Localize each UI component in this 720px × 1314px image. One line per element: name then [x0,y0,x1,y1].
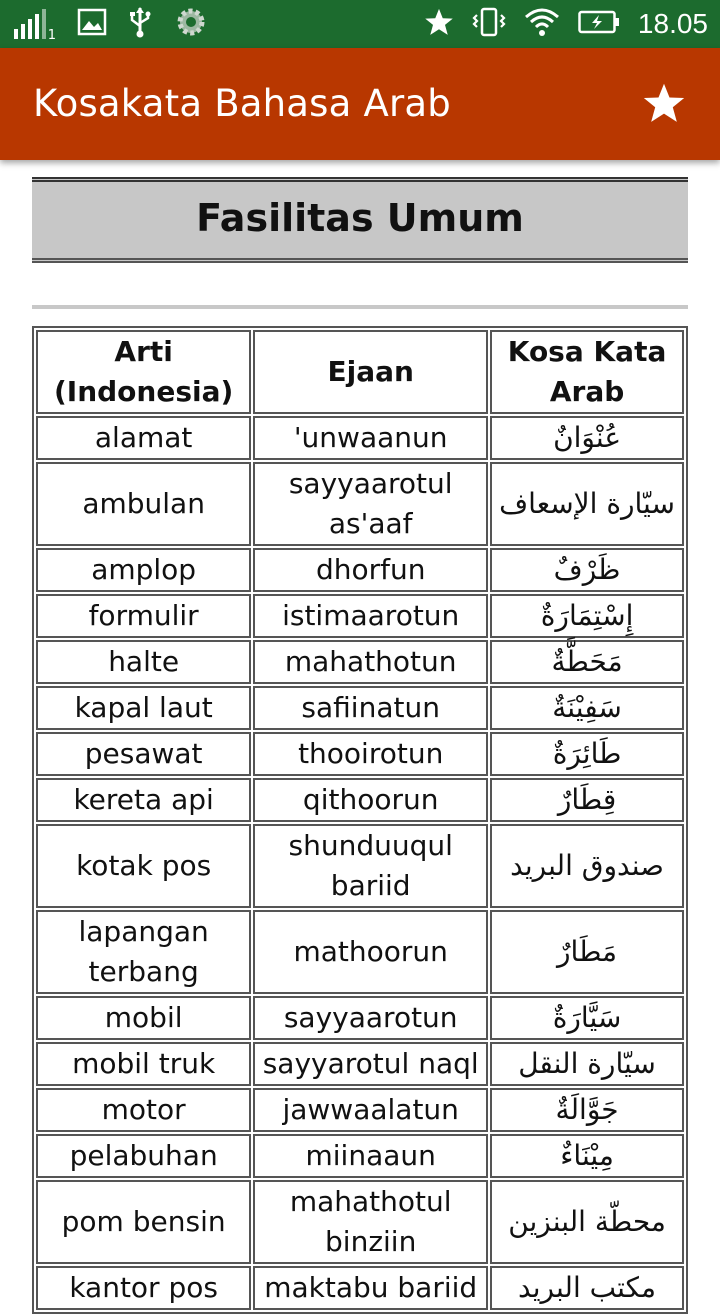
cell-arab [490,640,684,684]
cell-arab [490,1180,684,1264]
cell-ejaan [253,1134,488,1178]
header-kosa-kata-line: Arab [549,375,625,408]
cell-ejaan [253,1180,488,1264]
cell-ejaan [253,640,488,684]
vibrate-icon [472,7,506,41]
cell-arti-text: kantor pos [69,1271,218,1304]
cell-ejaan-text: as'aaf [328,507,413,540]
signal-icon [14,9,56,43]
cell-arti-text: kotak pos [76,849,212,882]
cell-arab [490,1134,684,1178]
cell-arab-text: محطّة البنزين [508,1205,666,1238]
table-row [36,778,684,822]
cell-arti [36,548,251,592]
cell-arti [36,1266,251,1310]
cell-arab [490,548,684,592]
sim-number: 1 [47,28,56,43]
cell-ejaan [253,416,488,460]
header-kosa-kata [490,330,684,414]
cell-ejaan-text: binziin [325,1225,417,1258]
cell-arab-text: مَطَارٌ [557,935,618,968]
settings-icon [174,5,208,43]
cell-arab-text: جَوَّالَةٌ [555,1093,619,1126]
header-arti-line: (Indonesia) [53,375,234,408]
section-heading-box [32,177,688,263]
cell-ejaan-text: thooirotun [298,737,444,770]
cell-arti-text: mobil truk [72,1047,216,1080]
table-row [36,686,684,730]
cell-ejaan-text: mahathotul [289,1185,452,1218]
app-title: Kosakata Bahasa Arab [33,82,451,125]
cell-arti [36,594,251,638]
status-right-icons [424,6,708,42]
cell-arab [490,686,684,730]
cell-ejaan-text: safiinatun [301,691,440,724]
cell-ejaan-text: istimaarotun [282,599,460,632]
cell-arti-text: formulir [88,599,199,632]
cell-ejaan [253,910,488,994]
cell-arab [490,996,684,1040]
cell-ejaan-text: qithoorun [302,783,439,816]
table-row [36,416,684,460]
status-left-icons [14,6,208,42]
table-row [36,1180,684,1264]
battery-charging-icon [578,9,620,39]
table-row [36,824,684,908]
table-row [36,996,684,1040]
cell-arab-text: ظَرْفٌ [553,553,621,586]
cell-arab-text: سَيَّارَةٌ [552,1001,622,1034]
cell-ejaan [253,548,488,592]
usb-icon [128,6,152,42]
cell-arab [490,1088,684,1132]
cell-arti-text: pesawat [84,737,203,770]
cell-ejaan [253,1042,488,1086]
cell-arab [490,778,684,822]
header-ejaan-line: Ejaan [327,355,414,388]
cell-arab [490,594,684,638]
cell-arti-text: motor [101,1093,186,1126]
cell-ejaan [253,732,488,776]
header-ejaan [253,330,488,414]
table-row [36,1134,684,1178]
cell-ejaan [253,778,488,822]
cell-ejaan [253,594,488,638]
table-row [36,548,684,592]
cell-arti-text: lapangan [78,915,209,948]
cell-ejaan [253,996,488,1040]
cell-ejaan-text: mahathotun [284,645,457,678]
table-row [36,1266,684,1310]
vocabulary-table [32,326,688,1314]
app-bar [0,48,720,160]
cell-ejaan [253,1266,488,1310]
cell-arab-text: طَائِرَةٌ [552,737,622,770]
cell-arab [490,416,684,460]
cell-arti [36,1180,251,1264]
cell-arti-text: pelabuhan [69,1139,218,1172]
cell-arti [36,778,251,822]
cell-ejaan-text: dhorfun [315,553,426,586]
cell-arab [490,462,684,546]
table-row [36,640,684,684]
cell-arti-text: terbang [88,955,199,988]
cell-arab-text: سيّارة النقل [518,1047,656,1080]
cell-arab-text: مَحَطَّةٌ [551,645,623,678]
cell-arti-text: ambulan [82,487,205,520]
cell-arti-text: kapal laut [74,691,213,724]
cell-ejaan-text: jawwaalatun [282,1093,459,1126]
cell-arti [36,462,251,546]
status-bar [0,0,720,48]
favorite-star-icon[interactable] [642,81,686,125]
header-kosa-kata-line: Kosa Kata [507,335,667,368]
cell-ejaan-text: mathoorun [293,935,448,968]
header-arti-line: Arti [114,335,173,368]
cell-arti [36,910,251,994]
table-row [36,1088,684,1132]
cell-ejaan [253,462,488,546]
cell-arab-text: عُنْوَانٌ [553,421,622,454]
cell-ejaan-text: sayyarotul naql [262,1047,479,1080]
cell-arti [36,416,251,460]
table-row [36,1042,684,1086]
wifi-icon [524,7,560,41]
cell-arab [490,910,684,994]
status-time: 18.05 [637,8,708,39]
cell-arti [36,1042,251,1086]
cell-ejaan [253,1088,488,1132]
cell-arti [36,732,251,776]
cell-arti [36,640,251,684]
cell-ejaan [253,686,488,730]
cell-arab-text: سَفِيْنَةٌ [552,691,622,724]
table-row [36,910,684,994]
table-row [36,594,684,638]
cell-arab-text: مِيْنَاءٌ [560,1139,614,1172]
cell-arti [36,824,251,908]
header-arti [36,330,251,414]
cell-arti-text: alamat [94,421,193,454]
cell-arab-text: مكتب البريد [518,1271,657,1304]
cell-arti-text: mobil [104,1001,183,1034]
cell-arab [490,824,684,908]
table-row [36,732,684,776]
cell-ejaan [253,824,488,908]
star-icon [424,7,454,41]
cell-arti [36,1134,251,1178]
cell-ejaan-text: miinaaun [305,1139,436,1172]
image-icon [78,9,106,39]
cell-ejaan-text: sayyaarotul [288,467,453,500]
table-header-row [36,330,684,414]
cell-arab [490,732,684,776]
cell-arab-text: صندوق البريد [510,849,664,882]
cell-arti [36,686,251,730]
cell-arti-text: halte [108,645,180,678]
cell-arti [36,1088,251,1132]
cell-arti-text: pom bensin [61,1205,226,1238]
cell-arab-text: إِسْتِمَارَةٌ [540,599,634,632]
cell-ejaan-text: bariid [330,869,411,902]
divider [32,305,688,309]
cell-arab [490,1266,684,1310]
table-body [36,416,684,1310]
cell-arab-text: سيّارة الإسعاف [499,487,675,520]
cell-ejaan-text: sayyaarotun [283,1001,458,1034]
cell-arti-text: kereta api [73,783,214,816]
cell-arti [36,996,251,1040]
table-row [36,462,684,546]
cell-arti-text: amplop [91,553,197,586]
cell-ejaan-text: maktabu bariid [264,1271,478,1304]
content-area[interactable] [0,160,720,1304]
section-heading: Fasilitas Umum [196,196,524,240]
cell-arab [490,1042,684,1086]
cell-arab-text: قِطَارٌ [557,783,617,816]
cell-ejaan-text: shunduuqul [288,829,453,862]
cell-ejaan-text: 'unwaanun [293,421,448,454]
